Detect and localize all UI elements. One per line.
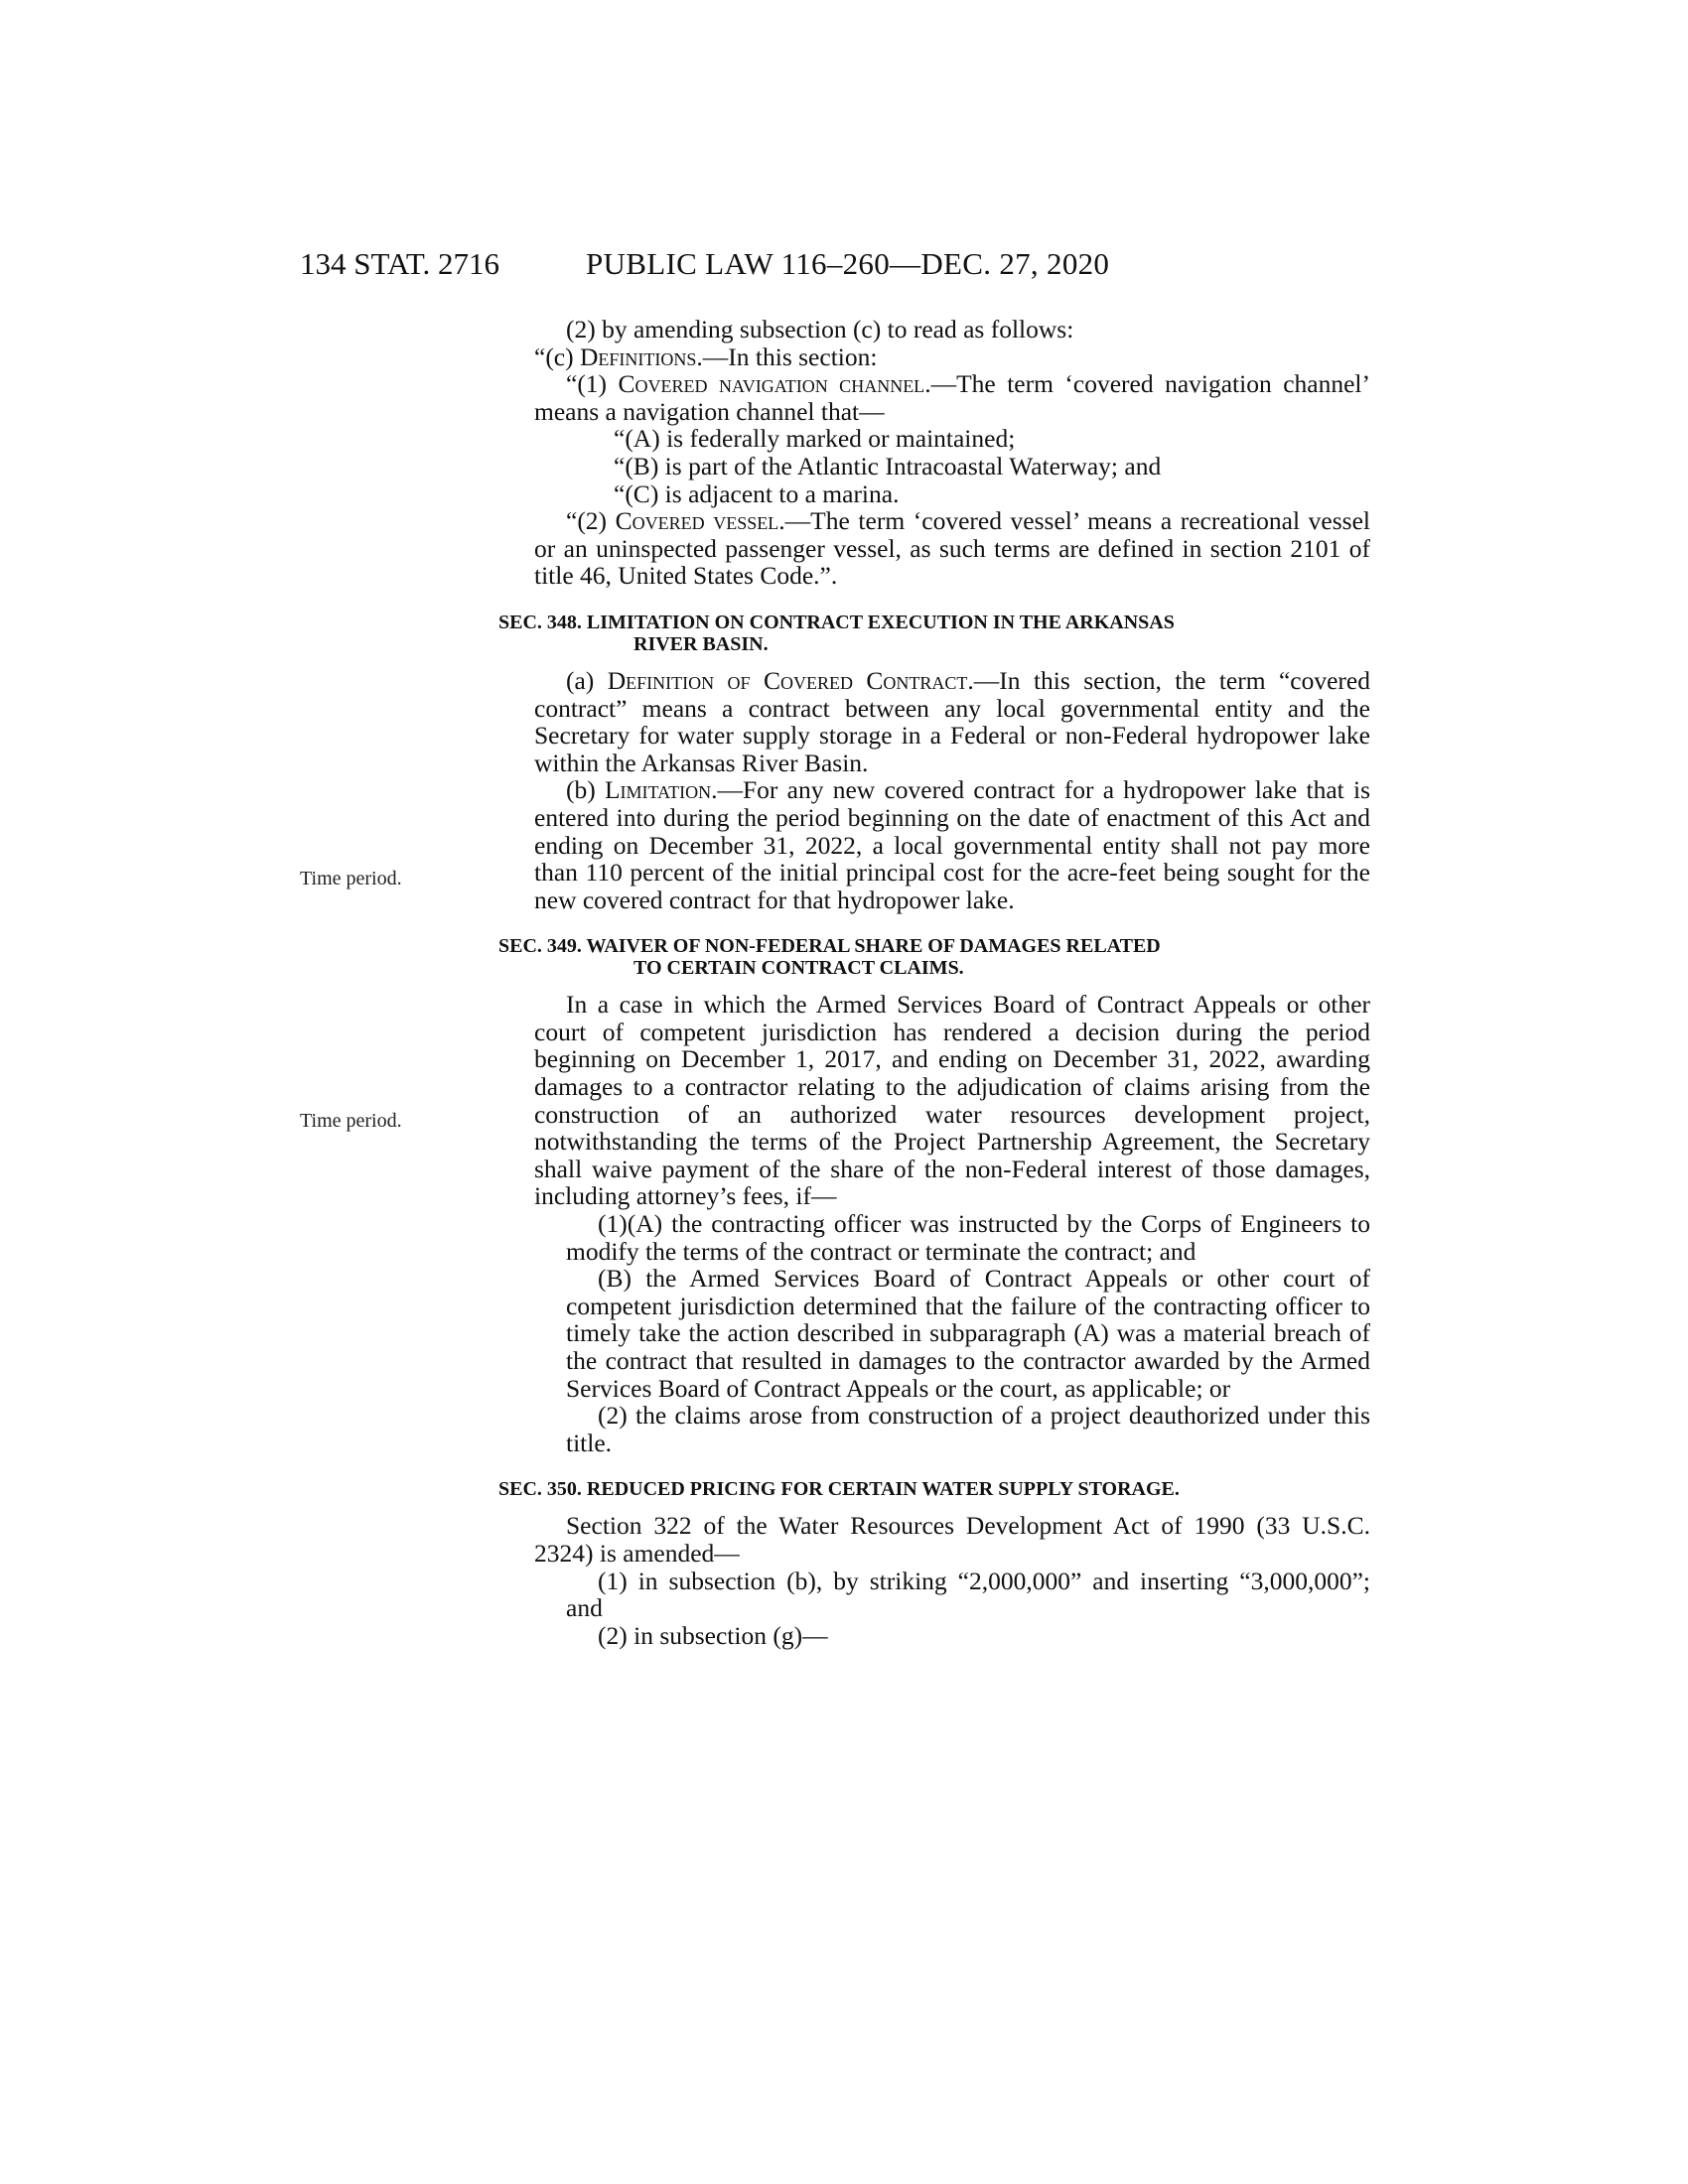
section-349-paragraph-2: (2) the claims arose from construction of a project deauthorized under this title. <box>566 1401 1370 1457</box>
section-348-subsection-a: (a) Definition of Covered Contract.—In this section, the term “covered contract” means a contract between any local governmental entity and the Secretary for water supply storage in a Federal or non-Federal hydropower lake within the Arkansas River Basin. <box>534 665 1370 777</box>
margin-note-time-period-1: Time period. <box>300 868 402 889</box>
section-350-intro: Section 322 of the Water Resources Development Act of 1990 (33 U.S.C. 2324) is amended— <box>534 1511 1370 1568</box>
section-350-paragraph-1: (1) in subsection (b), by striking “2,000,000” and inserting “3,000,000”; and <box>566 1566 1370 1623</box>
section-348-heading: SEC. 348. LIMITATION ON CONTRACT EXECUTION IN THE ARKANSAS RIVER BASIN. <box>498 611 1175 655</box>
section-348-subsection-b: (b) Limitation.—For any new covered contract for a hydropower lake that is entered into during the period beginning on the date of enactment of this Act and ending on December 31, 2022, a local governmental entity shall not pay more than 110 percent of the initial principal cost for the acre-feet being sought for the new covered contract for that hydropower lake. <box>534 775 1370 914</box>
covered-vessel-definition: “(2) Covered vessel.—The term ‘covered vessel’ means a recreational vessel or an uninspected passenger vessel, as such terms are defined in section 2101 of title 46, United States Code.”. <box>534 506 1371 591</box>
section-349-intro: In a case in which the Armed Services Board of Contract Appeals or other court of competent jurisdiction has rendered a decision during the period beginning on December 1, 2017, and ending on December 31, 2022, awarding damages to a contractor relating to the adjudication of claims arising from the construction of an authorized water resources development project, notwithstanding the terms of the Project Partnership Agreement, the Secretary shall waive payment of the share of the non-Federal interest of those damages, including attorney’s fees, if— <box>534 990 1370 1211</box>
section-349-heading: SEC. 349. WAIVER OF NON-FEDERAL SHARE OF DAMAGES RELATED TO CERTAIN CONTRACT CLAIMS. <box>498 935 1161 980</box>
section-350-heading: SEC. 350. REDUCED PRICING FOR CERTAIN WATER SUPPLY STORAGE. <box>498 1478 1180 1501</box>
section-349-paragraph-1a: (1)(A) the contracting officer was instructed by the Corps of Engineers to modify the terms of the contract or terminate the contract; and <box>566 1209 1370 1266</box>
running-title: PUBLIC LAW 116–260—DEC. 27, 2020 <box>586 246 1110 281</box>
clause-c: “(C) is adjacent to a marina. <box>614 478 900 508</box>
margin-note-time-period-2: Time period. <box>300 1110 402 1132</box>
section-349-paragraph-b: (B) the Armed Services Board of Contract Appeals or other court of competent jurisdiction determined that the failure of the contracting officer to timely take the action described in subparagraph (A) was a material breach of the contract that resulted in damages to the contractor awarded by the Armed Services Board of Contract Appeals or the court, as applicable; or <box>566 1264 1370 1403</box>
amend-subsection-c: (2) by amending subsection (c) to read as follows: <box>566 315 1074 343</box>
document-body <box>498 315 1371 1650</box>
clause-a: “(A) is federally marked or maintained; <box>614 424 1016 454</box>
section-350-paragraph-2: (2) in subsection (g)— <box>598 1620 828 1650</box>
clause-b: “(B) is part of the Atlantic Intracoastal Waterway; and <box>614 451 1162 480</box>
covered-navigation-channel-definition: “(1) Covered navigation channel.—The term ‘covered navigation channel’ means a navigation channel that— <box>534 369 1371 426</box>
definitions-heading: “(c) Definitions.—In this section: <box>534 341 878 371</box>
statute-page-number: 134 STAT. 2716 <box>300 246 500 281</box>
page-header <box>0 246 1688 286</box>
